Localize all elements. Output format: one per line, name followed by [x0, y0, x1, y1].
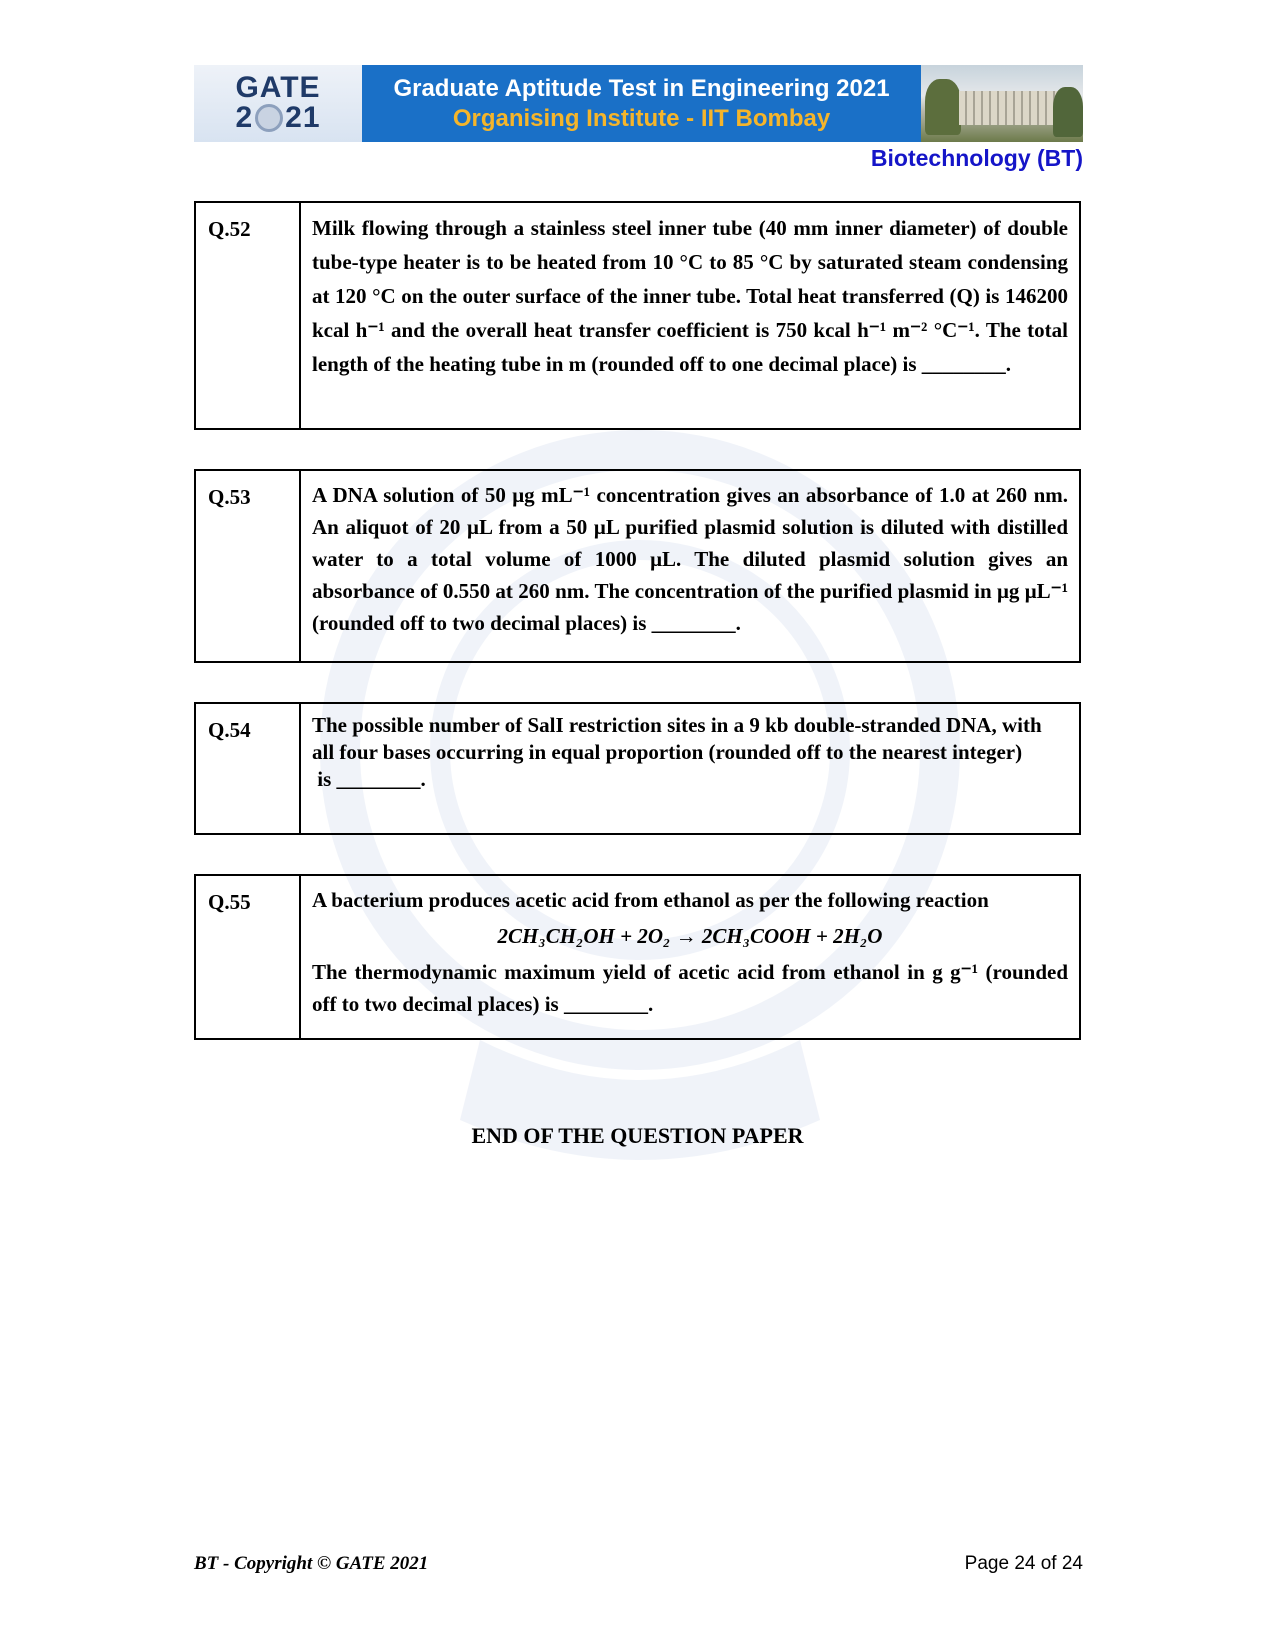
question-number: Q.53 — [196, 471, 301, 661]
question-box — [194, 201, 1081, 430]
tree-graphic — [1053, 87, 1083, 137]
question-number: Q.52 — [196, 203, 301, 428]
question-box — [194, 469, 1081, 663]
question-box — [194, 874, 1081, 1040]
question-text: A DNA solution of 50 μg mL⁻¹ concentration gives an absorbance of 1.0 at 260 nm. An aliquot of 20 μL from a 50 μL purified plasmid solution is diluted with distilled water to a total volume of 1000 μL. The diluted plasmid solution gives an absorbance of 0.550 at 260 nm. The concentration of the purified plasmid in μg μL⁻¹ (rounded off to two decimal places) is ________. — [312, 483, 1068, 635]
question-text — [301, 876, 1079, 1038]
question-number: Q.55 — [196, 876, 301, 1038]
question-text-line: A bacterium produces acetic acid from ethanol as per the following reaction — [312, 888, 989, 912]
tree-graphic — [925, 79, 961, 135]
question-text-line: The thermodynamic maximum yield of acetic acid from ethanol in g g⁻¹ (rounded off to two decimal places) is ________. — [312, 960, 1068, 1016]
logo-text-year — [235, 100, 321, 134]
banner-title — [362, 65, 921, 142]
exam-title: Graduate Aptitude Test in Engineering 2021 — [393, 74, 890, 102]
question-number: Q.54 — [196, 704, 301, 833]
logo-year-digit: 2 — [235, 100, 254, 134]
question-text-line: The possible number of SalI restriction sites in a 9 kb double-stranded DNA, with all four bases occurring in equal proportion (rounded off to the nearest integer) — [312, 713, 1042, 764]
subject-title: Biotechnology (BT) — [870, 145, 1083, 171]
question-text — [301, 704, 1079, 833]
logo-text-gate: GATE — [235, 70, 321, 104]
logo-year-digits: 21 — [285, 100, 321, 134]
gate-logo — [194, 65, 362, 142]
reaction-equation: 2CH₃CH₂OH + 2O₂ → 2CH₃COOH + 2H₂O — [497, 924, 883, 948]
footer-page-number: Page 24 of 24 — [964, 1553, 1083, 1574]
header-banner — [194, 65, 1083, 142]
end-of-paper: END OF THE QUESTION PAPER — [471, 1123, 804, 1148]
question-box — [194, 702, 1081, 835]
question-text-line: is ________. — [312, 767, 426, 791]
organising-institute: Organising Institute - IIT Bombay — [452, 104, 831, 132]
seal-icon — [255, 104, 283, 132]
campus-photo — [921, 65, 1083, 142]
footer-copyright: BT - Copyright © GATE 2021 — [194, 1553, 429, 1574]
question-text: Milk flowing through a stainless steel inner tube (40 mm inner diameter) of double tube-type heater is to be heated from 10 °C to 85 °C by saturated steam condensing at 120 °C on the outer surface of the inner tube. Total heat transferred (Q) is 146200 kcal h⁻¹ and the overall heat transfer coefficient is 750 kcal h⁻¹ m⁻² °C⁻¹. The total length of the heating tube in m (rounded off to one decimal place) is ________. — [312, 216, 1068, 376]
building-graphic — [959, 91, 1059, 125]
